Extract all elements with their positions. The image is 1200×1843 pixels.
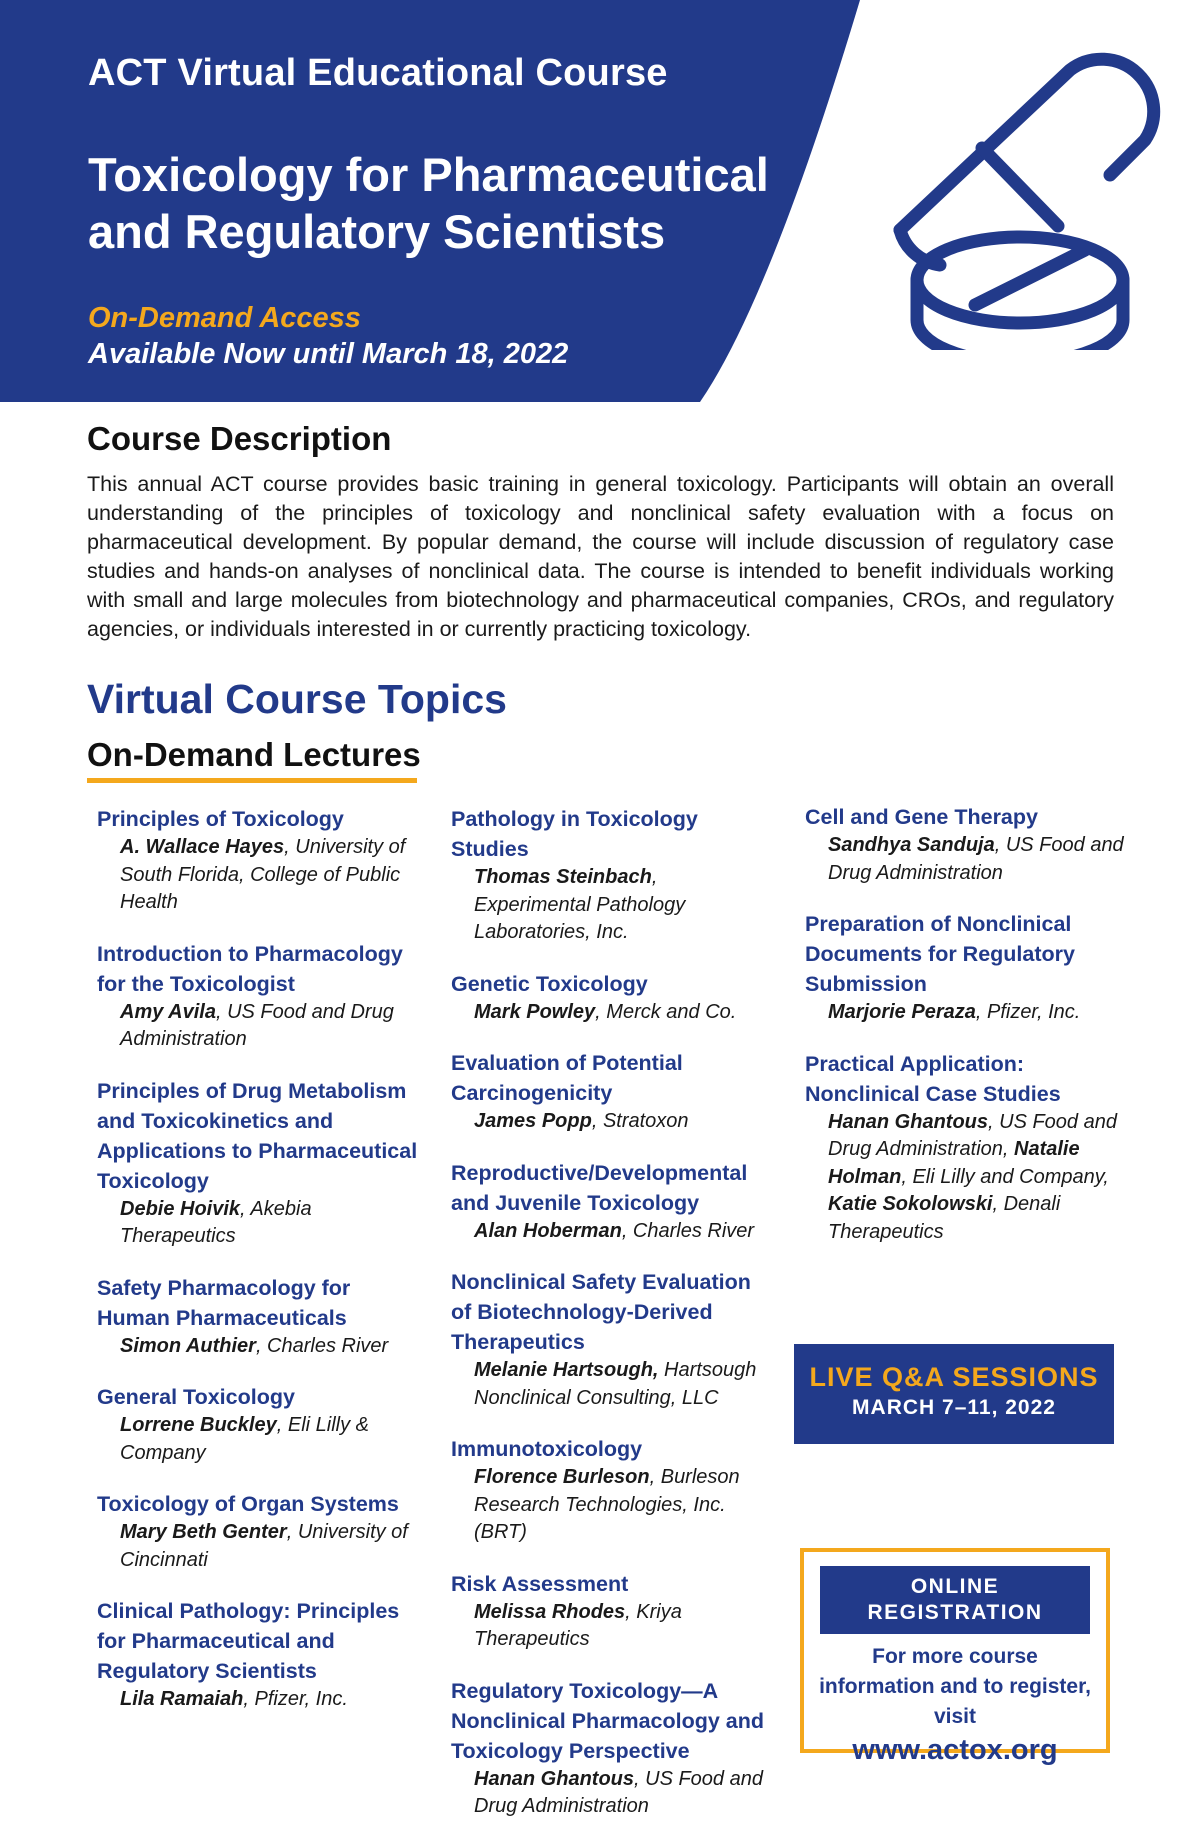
speaker-name: Debie Hoivik bbox=[120, 1197, 241, 1220]
lecture-speakers bbox=[474, 1108, 776, 1136]
speaker-affiliation: , Denali Therapeutics bbox=[828, 1193, 1061, 1243]
lecture-title: Principles of Drug Metabolism and Toxicokinetics and Applications to Pharmaceutical Toxicology bbox=[97, 1078, 418, 1193]
lecture-speakers bbox=[828, 1109, 1130, 1247]
speaker-affiliation: Hartsough Nonclinical Consulting, LLC bbox=[474, 1359, 757, 1409]
lecture-title: Toxicology of Organ Systems bbox=[97, 1492, 399, 1516]
speaker-affiliation: , US Food and Drug Administration bbox=[474, 1767, 763, 1817]
pill-capsule-icon bbox=[880, 30, 1180, 350]
lecture-title: General Toxicology bbox=[97, 1385, 295, 1409]
lecture-item bbox=[451, 1267, 776, 1412]
lecture-item bbox=[97, 804, 422, 917]
lecture-title: Evaluation of Potential Carcinogenicity bbox=[451, 1051, 683, 1105]
lecture-item bbox=[97, 1489, 422, 1574]
lecture-item bbox=[97, 939, 422, 1054]
lecture-speakers bbox=[828, 999, 1130, 1027]
lecture-title: Immunotoxicology bbox=[451, 1437, 643, 1461]
registration-url-link[interactable]: www.actox.org bbox=[852, 1734, 1058, 1766]
speaker-name: Lorrene Buckley bbox=[120, 1414, 277, 1436]
lecture-speakers bbox=[120, 999, 422, 1054]
lecture-item bbox=[451, 1158, 776, 1246]
live-qa-title: LIVE Q&A SESSIONS bbox=[809, 1362, 1099, 1392]
registration-box bbox=[800, 1548, 1110, 1766]
lecture-speakers bbox=[120, 834, 422, 917]
lecture-speakers bbox=[474, 1599, 776, 1654]
speaker-name: Katie Sokolowski bbox=[828, 1193, 993, 1215]
course-description-heading: Course Description bbox=[87, 420, 392, 457]
lecture-title: Genetic Toxicology bbox=[451, 971, 648, 996]
lecture-item bbox=[805, 909, 1130, 1027]
speaker-name: Simon Authier bbox=[120, 1334, 256, 1357]
speaker-name: Melissa Rhodes bbox=[474, 1600, 626, 1623]
lecture-column-3 bbox=[805, 802, 1130, 1268]
lecture-speakers bbox=[120, 1412, 422, 1467]
lecture-item bbox=[97, 1596, 422, 1714]
lecture-title: Safety Pharmacology for Human Pharmaceuticals bbox=[97, 1275, 351, 1330]
lecture-item bbox=[451, 1048, 776, 1136]
speaker-affiliation: , Charles River bbox=[255, 1334, 389, 1357]
lecture-speakers bbox=[474, 864, 776, 947]
lecture-item bbox=[451, 804, 776, 947]
speaker-affiliation: , Experimental Pathology Laboratories, Inc. bbox=[474, 866, 686, 943]
lecture-item bbox=[805, 1049, 1130, 1247]
lecture-title: Reproductive/Developmental and Juvenile Toxicology bbox=[451, 1160, 748, 1215]
speaker-affiliation: , US Food and Drug Administration, bbox=[828, 1110, 1117, 1160]
speaker-affiliation: , Pfizer, Inc. bbox=[975, 1001, 1081, 1023]
lecture-item bbox=[805, 802, 1130, 887]
speaker-affiliation: , Kriya Therapeutics bbox=[474, 1600, 682, 1650]
virtual-course-topics-heading: Virtual Course Topics bbox=[87, 676, 507, 722]
lecture-speakers bbox=[120, 1196, 422, 1251]
speaker-affiliation: , Eli Lilly and Company, bbox=[901, 1165, 1109, 1188]
speaker-affiliation: , Merck and Co. bbox=[595, 1000, 737, 1023]
speaker-affiliation: , Pfizer, Inc. bbox=[243, 1688, 348, 1710]
speaker-name: Lila Ramaiah bbox=[120, 1688, 244, 1710]
speaker-name: A. Wallace Hayes bbox=[120, 836, 285, 858]
speaker-affiliation: , Akebia Therapeutics bbox=[120, 1197, 312, 1247]
lecture-title: Introduction to Pharmacology for the Toxicologist bbox=[97, 941, 403, 996]
lecture-item bbox=[451, 1569, 776, 1654]
lecture-title: Preparation of Nonclinical Documents for Regulatory Submission bbox=[805, 912, 1075, 996]
lecture-item bbox=[451, 1434, 776, 1547]
online-registration-banner: ONLINE REGISTRATION bbox=[820, 1566, 1090, 1634]
speaker-name: Florence Burleson bbox=[474, 1466, 650, 1488]
speaker-name: James Popp bbox=[474, 1110, 592, 1132]
course-eyebrow: ACT Virtual Educational Course bbox=[88, 52, 668, 94]
lecture-speakers bbox=[474, 1357, 776, 1412]
lecture-title: Pathology in Toxicology Studies bbox=[451, 807, 698, 861]
speaker-affiliation: , Stratoxon bbox=[591, 1110, 689, 1132]
lecture-speakers bbox=[828, 832, 1130, 887]
lecture-title: Clinical Pathology: Principles for Pharmaceutical and Regulatory Scientists bbox=[97, 1599, 400, 1683]
live-qa-banner bbox=[794, 1344, 1114, 1444]
lecture-title: Nonclinical Safety Evaluation of Biotechnology-Derived Therapeutics bbox=[451, 1270, 751, 1354]
lecture-speakers bbox=[120, 1333, 422, 1361]
lecture-speakers bbox=[474, 1766, 776, 1821]
speaker-name: Amy Avila bbox=[120, 1000, 216, 1023]
speaker-affiliation: , University of South Florida, College of Public Health bbox=[120, 836, 406, 913]
lecture-item bbox=[451, 969, 776, 1027]
speaker-affiliation: , Burleson Research Technologies, Inc. (BRT) bbox=[474, 1466, 740, 1543]
lecture-title: Principles of Toxicology bbox=[97, 807, 344, 831]
speaker-name: Marjorie Peraza bbox=[828, 1001, 976, 1023]
speaker-affiliation: , US Food and Drug Administration bbox=[120, 1000, 394, 1050]
speaker-name: Natalie Holman bbox=[828, 1138, 1080, 1188]
speaker-name: Alan Hoberman bbox=[474, 1219, 622, 1242]
lecture-item bbox=[97, 1273, 422, 1361]
lecture-speakers bbox=[474, 1464, 776, 1547]
lecture-item bbox=[97, 1382, 422, 1467]
speaker-affiliation: , Eli Lilly & Company bbox=[120, 1414, 369, 1464]
speaker-name: Sandhya Sanduja bbox=[828, 834, 995, 856]
speaker-name: Mary Beth Genter bbox=[120, 1521, 287, 1543]
lecture-title: Cell and Gene Therapy bbox=[805, 805, 1038, 829]
access-title: On-Demand Access bbox=[88, 302, 361, 334]
lecture-item bbox=[97, 1076, 422, 1251]
live-qa-dates: MARCH 7–11, 2022 bbox=[852, 1396, 1056, 1419]
speaker-name: Hanan Ghantous bbox=[828, 1110, 989, 1133]
lecture-item bbox=[451, 1676, 776, 1821]
course-description-text: This annual ACT course provides basic training in general toxicology. Participants will obtain an overall understanding of the principles of toxicology and nonclinical safety evaluation with a focus on pharmaceutical development. By popular demand, the course will include discussion of regulatory case studies and hands-on analyses of nonclinical data. The course is intended to benefit individuals working with small and large molecules from biotechnology and pharmaceutical companies, CROs, and regulatory agencies, or individuals interested in or currently practicing toxicology. bbox=[87, 472, 1114, 641]
registration-info: For more course information and to register, visit bbox=[819, 1645, 1091, 1728]
lecture-title: Regulatory Toxicology—A Nonclinical Pharmacology and Toxicology Perspective bbox=[451, 1678, 765, 1763]
speaker-affiliation: , Charles River bbox=[621, 1219, 755, 1242]
lecture-title: Risk Assessment bbox=[451, 1571, 629, 1596]
speaker-affiliation: , US Food and Drug Administration bbox=[828, 834, 1124, 884]
access-date: Available Now until March 18, 2022 bbox=[88, 338, 569, 370]
page-title: Toxicology for Pharmaceutical and Regulatory Scientists bbox=[88, 148, 769, 258]
lecture-column-2 bbox=[451, 804, 776, 1843]
speaker-name: Thomas Steinbach bbox=[474, 866, 652, 888]
lecture-column-1 bbox=[97, 804, 422, 1736]
lecture-speakers bbox=[474, 1218, 776, 1246]
lecture-speakers bbox=[474, 999, 776, 1027]
speaker-name: Melanie Hartsough, bbox=[474, 1359, 659, 1381]
speaker-name: Hanan Ghantous bbox=[474, 1767, 635, 1790]
speaker-name: Mark Powley bbox=[474, 1000, 596, 1023]
lecture-title: Practical Application: Nonclinical Case Studies bbox=[805, 1051, 1061, 1106]
on-demand-lectures-heading: On-Demand Lectures bbox=[87, 736, 421, 773]
lecture-speakers bbox=[120, 1519, 422, 1574]
lecture-speakers bbox=[120, 1686, 422, 1714]
speaker-affiliation: , University of Cincinnati bbox=[120, 1521, 408, 1571]
section-divider bbox=[87, 778, 417, 783]
